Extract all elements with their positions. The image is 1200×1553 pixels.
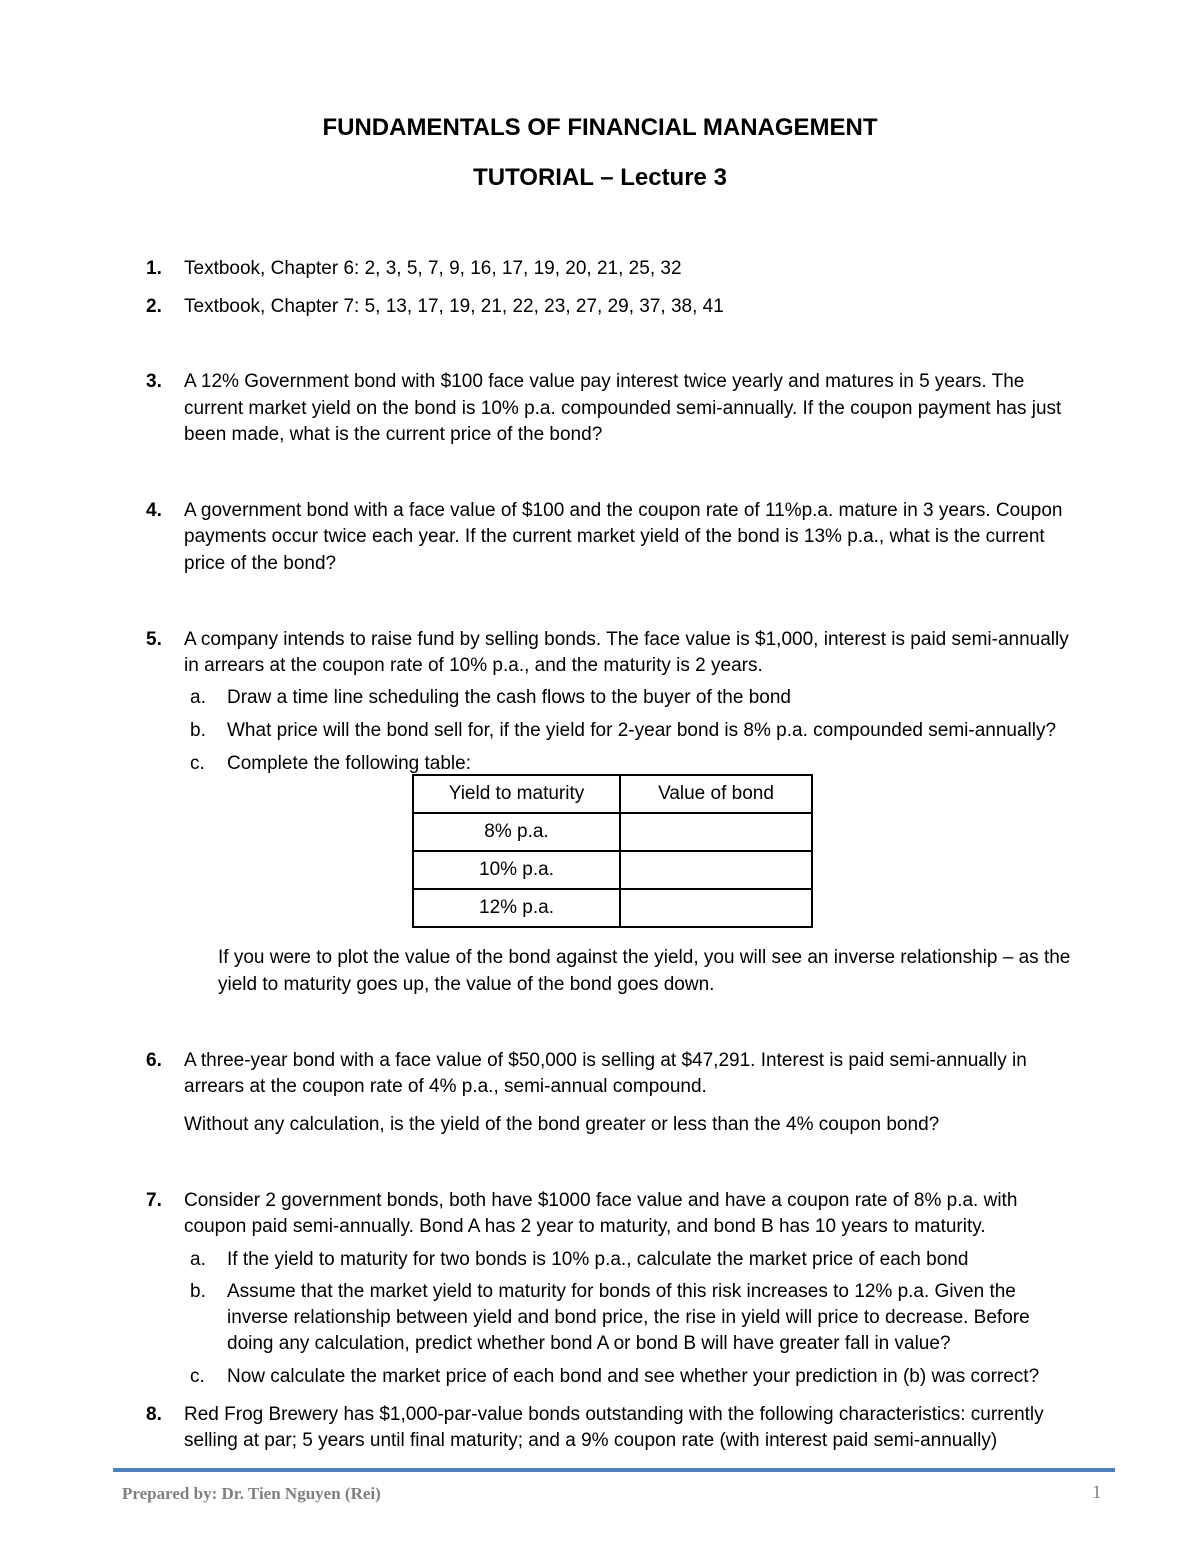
note-line: yield to maturity goes up, the value of the bond goes down.: [218, 974, 715, 995]
table-row: [413, 813, 812, 851]
item-text-line: A 12% Government bond with $100 face value pay interest twice yearly and matures in 5 years. The: [184, 371, 1025, 392]
item-number: 4.: [146, 500, 162, 521]
item-text-line: Red Frog Brewery has $1,000-par-value bonds outstanding with the following characteristics: currently: [184, 1404, 1044, 1425]
item-text-line: payments occur twice each year. If the current market yield of the bond is 13% p.a., what is the current: [184, 526, 1045, 547]
item-number: 5.: [146, 629, 162, 650]
item-number: 3.: [146, 371, 162, 392]
page-subtitle: TUTORIAL – Lecture 3: [473, 164, 727, 191]
note-line: If you were to plot the value of the bond against the yield, you will see an inverse relationship – as the: [218, 947, 1071, 968]
item-number: 8.: [146, 1404, 162, 1425]
table-header-cell: Yield to maturity: [413, 775, 620, 813]
item-text-line: A three-year bond with a face value of $50,000 is selling at $47,291. Interest is paid semi-annually in: [184, 1050, 1027, 1071]
item-number: 6.: [146, 1050, 162, 1071]
page-number: 1: [1092, 1482, 1102, 1503]
subitem-text: Draw a time line scheduling the cash flows to the buyer of the bond: [227, 687, 791, 708]
table-cell: 12% p.a.: [413, 889, 620, 927]
item-text-line: selling at par; 5 years until final maturity; and a 9% coupon rate (with interest paid semi-annually): [184, 1430, 998, 1451]
subitem-text-line: doing any calculation, predict whether bond A or bond B will have greater fall in value?: [227, 1333, 951, 1354]
item-number: 7.: [146, 1190, 162, 1211]
subitem-text: If the yield to maturity for two bonds is 10% p.a., calculate the market price of each bond: [227, 1249, 969, 1270]
item-question: Without any calculation, is the yield of the bond greater or less than the 4% coupon bond?: [184, 1114, 940, 1135]
item-text-line: price of the bond?: [184, 553, 337, 574]
table-cell: 10% p.a.: [413, 851, 620, 889]
item-text-line: Consider 2 government bonds, both have $1000 face value and have a coupon rate of 8% p.a. with: [184, 1190, 1018, 1211]
subitem-text-line: Assume that the market yield to maturity for bonds of this risk increases to 12% p.a. Given the: [227, 1281, 1016, 1302]
item-text: Textbook, Chapter 7: 5, 13, 17, 19, 21, 22, 23, 27, 29, 37, 38, 41: [184, 296, 724, 317]
table-header-row: [413, 775, 812, 813]
subitem-label: c.: [190, 1366, 205, 1387]
item-text-line: current market yield on the bond is 10% p.a. compounded semi-annually. If the coupon payment has just: [184, 398, 1062, 419]
subitem-text: What price will the bond sell for, if the yield for 2-year bond is 8% p.a. compounded semi-annually?: [227, 720, 1057, 741]
subitem-text: Now calculate the market price of each bond and see whether your prediction in (b) was correct?: [227, 1366, 1040, 1387]
table-row: [413, 851, 812, 889]
item-text: Textbook, Chapter 6: 2, 3, 5, 7, 9, 16, 17, 19, 20, 21, 25, 32: [184, 258, 682, 279]
footer-author: Prepared by: Dr. Tien Nguyen (Rei): [122, 1484, 381, 1503]
subitem-label: a.: [190, 687, 206, 708]
page-title: FUNDAMENTALS OF FINANCIAL MANAGEMENT: [322, 114, 878, 141]
item-number: 2.: [146, 296, 162, 317]
table-cell: [620, 851, 812, 889]
subitem-label: b.: [190, 1281, 206, 1302]
footer-divider: [113, 1468, 1115, 1472]
subitem-label: c.: [190, 753, 205, 774]
item-text-line: been made, what is the current price of the bond?: [184, 424, 603, 445]
item-text-line: A company intends to raise fund by selling bonds. The face value is $1,000, interest is paid semi-annually: [184, 629, 1069, 650]
table-cell: 8% p.a.: [413, 813, 620, 851]
yield-table: [412, 774, 813, 928]
table-cell: [620, 889, 812, 927]
subitem-text: Complete the following table:: [227, 753, 471, 774]
table-cell: [620, 813, 812, 851]
subitem-label: a.: [190, 1249, 206, 1270]
item-text-line: A government bond with a face value of $100 and the coupon rate of 11%p.a. mature in 3 years. Coupon: [184, 500, 1063, 521]
item-text-line: arrears at the coupon rate of 4% p.a., semi-annual compound.: [184, 1076, 707, 1097]
item-text-line: in arrears at the coupon rate of 10% p.a., and the maturity is 2 years.: [184, 655, 763, 676]
subitem-text-line: inverse relationship between yield and bond price, the rise in yield will price to decrease. Before: [227, 1307, 1030, 1328]
table-row: [413, 889, 812, 927]
table-header-cell: Value of bond: [620, 775, 812, 813]
subitem-label: b.: [190, 720, 206, 741]
item-text-line: coupon paid semi-annually. Bond A has 2 year to maturity, and bond B has 10 years to maturity.: [184, 1216, 986, 1237]
item-number: 1.: [146, 258, 162, 279]
